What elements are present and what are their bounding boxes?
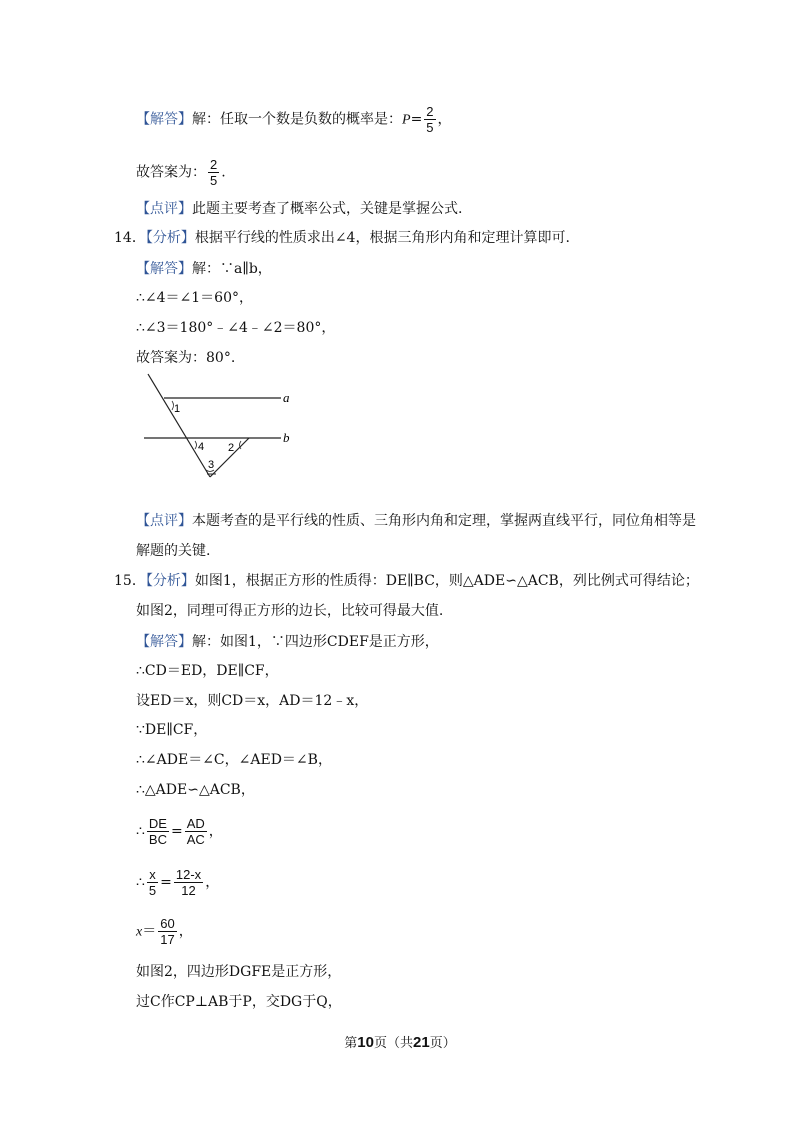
q14-step1: ∴∠4＝∠1＝60°， (136, 290, 253, 306)
fraction-denominator: 5 (210, 173, 218, 188)
therefore-sign: ∴ (136, 874, 145, 891)
q15-analysis-line2: 如图2，同理可得正方形的边长，比较可得最大值. (136, 603, 444, 619)
comment-tag: 【点评】 (136, 513, 192, 529)
punctuation: . (221, 164, 226, 181)
q15-step7: 过C作CP⊥AB于P，交DG于Q， (136, 994, 342, 1010)
equals-sign: = (160, 874, 172, 891)
analysis-text: 根据平行线的性质求出∠4，根据三角形内角和定理计算即可. (194, 230, 570, 246)
q14-result: 故答案为：80°. (136, 350, 236, 366)
equals-sign: ＝ (142, 923, 157, 940)
q14-comment-line2: 解题的关键. (136, 543, 211, 559)
transversal (148, 374, 210, 477)
fraction-12-x-12 (174, 867, 203, 898)
fraction-denominator: BC (148, 832, 167, 847)
fraction-numerator: 60 (160, 916, 175, 931)
answer-tag: 【解答】 (136, 111, 192, 128)
answer-text: 解：∵a∥b， (192, 261, 272, 277)
comment-text: 本题考查的是平行线的性质、三角形内角和定理，掌握两直线平行，同位角相等是 (192, 513, 696, 529)
q15-proportion-1 (136, 816, 223, 847)
footer-text: 页） (429, 1036, 456, 1051)
equals-sign: = (410, 111, 423, 128)
q15-step2: 设ED＝x，则CD＝x，AD＝12﹣x， (136, 693, 369, 709)
punctuation: ， (205, 874, 220, 891)
fraction-numerator: 2 (210, 157, 218, 172)
q13-result-line (136, 157, 226, 188)
fraction-2-5 (424, 104, 435, 135)
fraction-denominator: 5 (148, 883, 157, 898)
q15-step1: ∴CD＝ED，DE∥CF， (136, 663, 279, 679)
q15-x-value (136, 916, 193, 947)
answer-tag: 【解答】 (136, 261, 192, 277)
var-x: x (136, 924, 143, 940)
q13-answer-line (136, 104, 452, 135)
q15-step6: 如图2，四边形DGFE是正方形， (136, 964, 342, 980)
q14-comment-line1 (136, 511, 696, 531)
fraction-numerator: 2 (426, 104, 434, 119)
punctuation: ， (208, 823, 223, 840)
comment-tag: 【点评】 (136, 201, 192, 217)
answer-text: 解：任取一个数是负数的概率是： (192, 111, 402, 128)
footer-text: 第 (344, 1036, 358, 1051)
result-text: 故答案为： (136, 164, 206, 181)
fraction-60-17 (158, 916, 176, 947)
fraction-numerator: DE (148, 816, 167, 831)
punctuation: ， (437, 111, 452, 128)
analysis-tag: 【分析】 (145, 573, 195, 589)
q14-answer-line (136, 259, 272, 279)
punctuation: ， (178, 923, 193, 940)
comment-text: 此题主要考查了概率公式，关键是掌握公式. (192, 201, 463, 217)
parallel-lines-figure (136, 370, 296, 482)
question-number: 15． (114, 573, 146, 589)
label-angle-1: 1 (174, 403, 181, 415)
analysis-tag: 【分析】 (145, 230, 195, 246)
q15-analysis-line1 (114, 571, 699, 591)
fraction-numerator: x (147, 867, 158, 883)
therefore-sign: ∴ (136, 823, 145, 840)
equals-sign: = (170, 823, 183, 840)
question-number: 14． (114, 230, 146, 246)
q15-step5: ∴△ADE∽△ACB， (136, 782, 255, 798)
label-angle-2: 2 (228, 442, 235, 454)
label-angle-3: 3 (208, 459, 215, 471)
answer-text: 解：如图1，∵四边形CDEF是正方形， (192, 634, 439, 650)
page-footer (0, 1032, 800, 1051)
fraction-denominator: 12 (181, 883, 196, 898)
footer-text: 页（共 (373, 1036, 413, 1051)
q15-step4: ∴∠ADE＝∠C，∠AED＝∠B， (136, 752, 332, 768)
fraction-denominator: 5 (426, 120, 434, 135)
q14-step2: ∴∠3＝180°﹣∠4﹣∠2＝80°， (136, 320, 336, 336)
q13-comment-line (136, 199, 462, 219)
fraction-ad-ac (185, 816, 207, 847)
fraction-numerator: AD (186, 816, 205, 831)
fraction-x-5 (147, 867, 158, 898)
fraction-de-bc (147, 816, 169, 847)
q15-answer-line (136, 632, 439, 652)
label-b: b (283, 430, 290, 445)
answer-tag: 【解答】 (136, 634, 192, 650)
q15-step3: ∵DE∥CF， (136, 722, 208, 738)
current-page-number: 10 (357, 1034, 374, 1051)
q15-proportion-2 (136, 867, 219, 898)
label-a: a (283, 390, 290, 405)
label-angle-4: 4 (198, 441, 205, 453)
angle-4-arc (195, 441, 197, 449)
q14-analysis-line (114, 228, 570, 248)
var-p: P (402, 112, 411, 128)
fraction-denominator: 17 (160, 932, 175, 947)
fraction-2-5 (208, 157, 219, 188)
fraction-denominator: AC (186, 832, 205, 847)
total-page-number: 21 (413, 1034, 430, 1051)
fraction-numerator: 12-x (175, 867, 202, 882)
analysis-text: 如图1，根据正方形的性质得：DE∥BC，则△ADE∽△ACB，列比例式可得结论； (194, 573, 699, 589)
